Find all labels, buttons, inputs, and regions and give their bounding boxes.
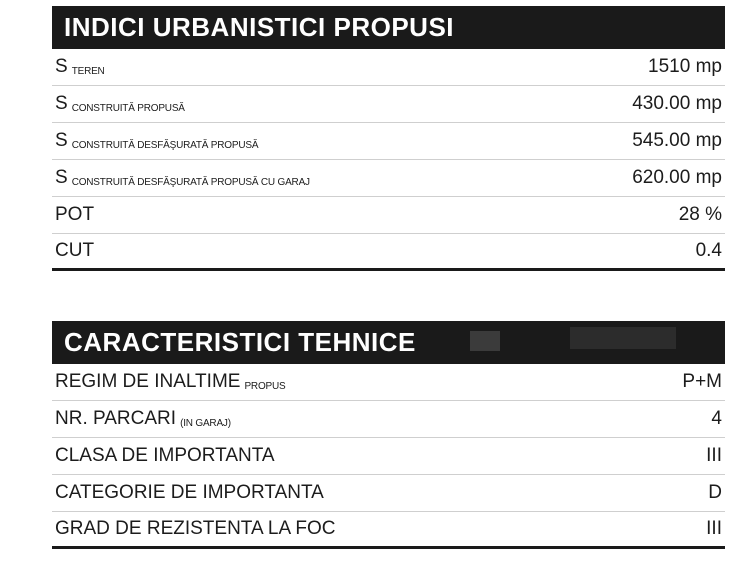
row-value: 1510 mp bbox=[648, 56, 722, 77]
row-label-main: S bbox=[55, 167, 68, 188]
row-value: P+M bbox=[682, 371, 722, 392]
row-label-sub: CONSTRUITĂ PROPUSĂ bbox=[71, 103, 185, 114]
table-row bbox=[52, 512, 725, 549]
row-label-main: CUT bbox=[55, 240, 95, 261]
row-label-main: S bbox=[55, 130, 68, 151]
row-label bbox=[55, 482, 328, 504]
table-row bbox=[52, 49, 725, 86]
row-label-sub: CONSTRUITĂ DESFĂŞURATĂ PROPUSĂ CU GARAJ bbox=[71, 177, 310, 188]
row-label-sub: (IN GARAJ) bbox=[180, 418, 231, 429]
row-label-sub: TEREN bbox=[71, 66, 105, 77]
caracteristici-rows bbox=[52, 364, 725, 549]
row-value: 0.4 bbox=[695, 240, 722, 261]
row-value: III bbox=[706, 518, 722, 539]
table-row bbox=[52, 234, 725, 271]
indici-urbanistici-title: INDICI URBANISTICI PROPUSI bbox=[52, 6, 725, 49]
table-row bbox=[52, 123, 725, 160]
row-label-main: CLASA DE IMPORTANTA bbox=[55, 445, 275, 466]
row-value: D bbox=[708, 482, 722, 503]
row-label-main: S bbox=[55, 56, 68, 77]
row-value: 545.00 mp bbox=[632, 130, 722, 151]
row-label-sub: PROPUS bbox=[244, 381, 286, 392]
blurred-watermark bbox=[570, 327, 676, 349]
row-value: 620.00 mp bbox=[632, 167, 722, 188]
row-label bbox=[55, 240, 98, 262]
indici-urbanistici-table bbox=[52, 6, 725, 271]
row-label-main: REGIM DE INALTIME bbox=[55, 371, 241, 392]
row-label bbox=[55, 204, 98, 226]
row-label-main: GRAD DE REZISTENTA LA FOC bbox=[55, 518, 336, 539]
row-label bbox=[55, 167, 310, 189]
row-label-sub: CONSTRUITĂ DESFĂŞURATĂ PROPUSĂ bbox=[71, 140, 259, 151]
row-label-main: CATEGORIE DE IMPORTANTA bbox=[55, 482, 324, 503]
row-value: III bbox=[706, 445, 722, 466]
caracteristici-tehnice-title-bar bbox=[52, 321, 725, 364]
row-label bbox=[55, 445, 279, 467]
row-value: 430.00 mp bbox=[632, 93, 722, 114]
indici-rows bbox=[52, 49, 725, 271]
row-label bbox=[55, 518, 339, 540]
table-row bbox=[52, 401, 725, 438]
table-row bbox=[52, 364, 725, 401]
table-row bbox=[52, 197, 725, 234]
row-label-main: S bbox=[55, 93, 68, 114]
row-label-main: NR. PARCARI bbox=[55, 408, 177, 429]
caracteristici-tehnice-table bbox=[52, 321, 725, 549]
table-row bbox=[52, 475, 725, 512]
row-label bbox=[55, 408, 231, 430]
caracteristici-tehnice-title: CARACTERISTICI TEHNICE bbox=[64, 327, 416, 357]
row-label bbox=[55, 56, 105, 78]
row-label bbox=[55, 93, 185, 115]
table-row bbox=[52, 438, 725, 475]
row-label bbox=[55, 371, 286, 393]
table-row bbox=[52, 160, 725, 197]
row-label bbox=[55, 130, 258, 152]
blurred-watermark bbox=[470, 331, 500, 351]
table-row bbox=[52, 86, 725, 123]
row-label-main: POT bbox=[55, 204, 95, 225]
row-value: 28 % bbox=[678, 204, 722, 225]
row-value: 4 bbox=[711, 408, 722, 429]
